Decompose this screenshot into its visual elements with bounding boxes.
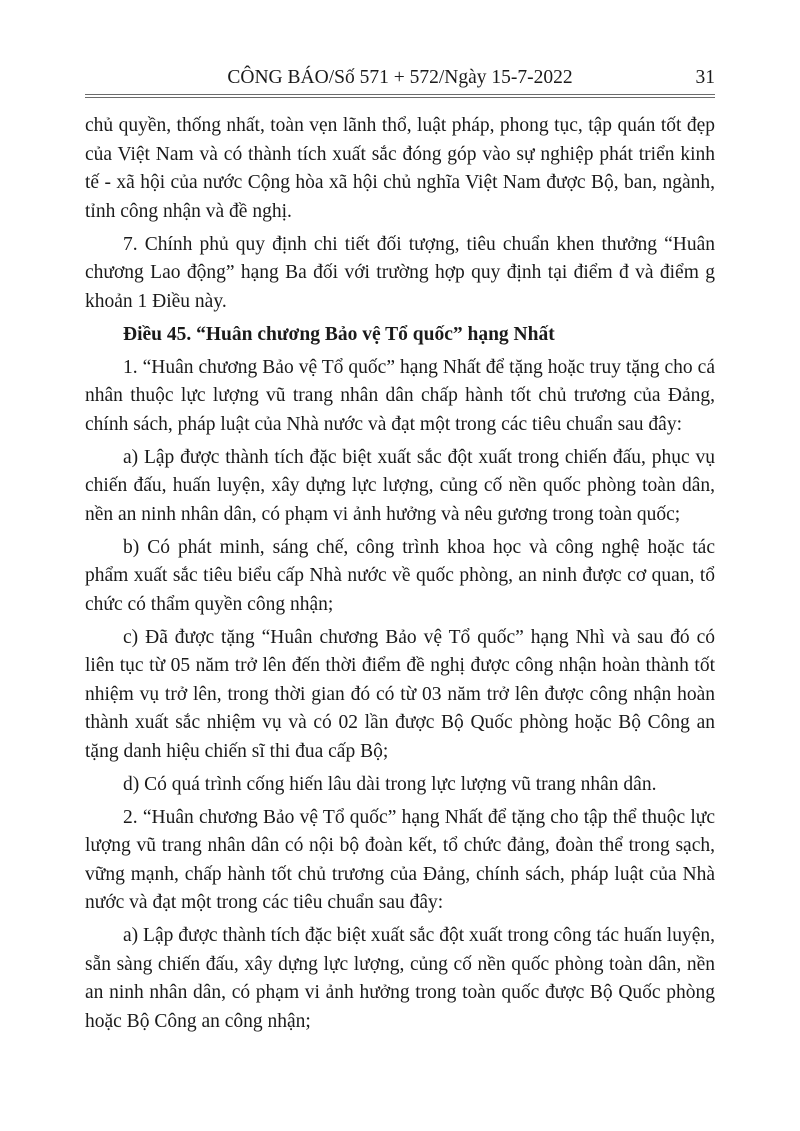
document-body bbox=[85, 112, 715, 1036]
paragraph: a) Lập được thành tích đặc biệt xuất sắc đột xuất trong công tác huấn luyện, sẵn sàng chiến đấu, xây dựng lực lượng, củng cố nền quốc phòng toàn dân, nền an ninh nhân dân, có phạm vi ảnh hưởng trong toàn quốc được Bộ Quốc phòng hoặc Bộ Công an công nhận; bbox=[85, 925, 715, 1032]
paragraph: d) Có quá trình cống hiến lâu dài trong lực lượng vũ trang nhân dân. bbox=[123, 773, 657, 795]
paragraph: 2. “Huân chương Bảo vệ Tổ quốc” hạng Nhất để tặng cho tập thể thuộc lực lượng vũ trang nhân dân có nội bộ đoàn kết, tổ chức đảng, đoàn thể trong sạch, vững mạnh, chấp hành tốt chủ trương của Đảng, chính sách, pháp luật của Nhà nước và đạt một trong các tiêu chuẩn sau đây: bbox=[85, 806, 715, 913]
paragraph: b) Có phát minh, sáng chế, công trình khoa học và công nghệ hoặc tác phẩm xuất sắc tiêu biểu cấp Nhà nước về quốc phòng, an ninh được cơ quan, tổ chức có thẩm quyền công nhận; bbox=[85, 536, 715, 615]
paragraph: c) Đã được tặng “Huân chương Bảo vệ Tổ quốc” hạng Nhì và sau đó có liên tục từ 05 năm trở lên đến thời điểm đề nghị được công nhận hoàn thành tốt nhiệm vụ trở lên, trong thời gian đó có từ 03 năm trở lên được công nhận hoàn thành xuất sắc nhiệm vụ và có 02 lần được Bộ Quốc phòng hoặc Bộ Công an tặng danh hiệu chiến sĩ thi đua cấp Bộ; bbox=[85, 626, 715, 762]
article-heading: Điều 45. “Huân chương Bảo vệ Tổ quốc” hạng Nhất bbox=[123, 323, 555, 345]
paragraph: 1. “Huân chương Bảo vệ Tổ quốc” hạng Nhất để tặng hoặc truy tặng cho cá nhân thuộc lực lượng vũ trang nhân dân chấp hành tốt chủ trương của Đảng, chính sách, pháp luật của Nhà nước và đạt một trong các tiêu chuẩn sau đây: bbox=[85, 356, 715, 435]
page-number: 31 bbox=[695, 67, 715, 88]
paragraph: a) Lập được thành tích đặc biệt xuất sắc đột xuất trong chiến đấu, phục vụ chiến đấu, huấn luyện, xây dựng lực lượng, củng cố nền quốc phòng toàn dân, nền an ninh nhân dân, có phạm vi ảnh hưởng và nêu gương trong toàn quốc; bbox=[85, 446, 715, 525]
page-header bbox=[85, 0, 715, 98]
paragraph: chủ quyền, thống nhất, toàn vẹn lãnh thổ, luật pháp, phong tục, tập quán tốt đẹp của Việt Nam và có thành tích xuất sắc đóng góp vào sự nghiệp phát triển kinh tế - xã hội của nước Cộng hòa xã hội chủ nghĩa Việt Nam được Bộ, ban, ngành, tỉnh công nhận và đề nghị. bbox=[85, 115, 715, 222]
header-double-rule bbox=[85, 94, 715, 98]
gazette-title: CÔNG BÁO/Số 571 + 572/Ngày 15-7-2022 bbox=[227, 67, 573, 88]
header-row bbox=[85, 0, 715, 91]
paragraph: 7. Chính phủ quy định chi tiết đối tượng, tiêu chuẩn khen thưởng “Huân chương Lao động” hạng Ba đối với trường hợp quy định tại điểm đ và điểm g khoản 1 Điều này. bbox=[85, 233, 715, 312]
